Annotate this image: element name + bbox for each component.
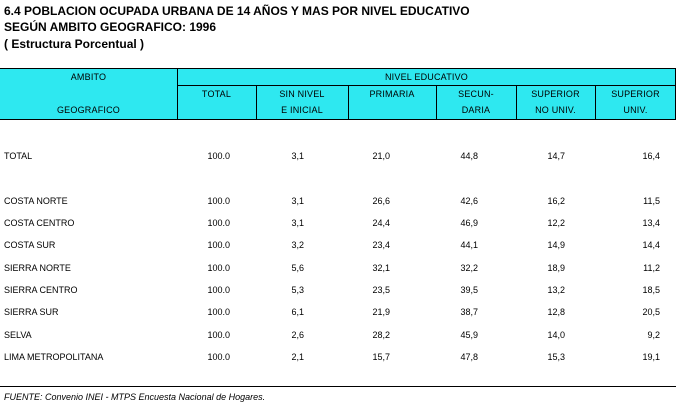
- cell-sin-nivel: 5,3: [291, 285, 304, 295]
- row-label: SIERRA SUR: [4, 307, 59, 317]
- cell-total: 100.0: [207, 330, 230, 340]
- table-note: ( Estructura Porcentual ): [4, 37, 145, 51]
- cell-primaria: 26,6: [372, 196, 390, 206]
- cell-superior-univ: 20,5: [642, 307, 660, 317]
- cell-superior-univ: 14,4: [642, 240, 660, 250]
- row-label: TOTAL: [4, 151, 33, 161]
- cell-primaria: 15,7: [372, 352, 390, 362]
- table-row: [0, 263, 676, 277]
- cell-secundaria: 46,9: [460, 218, 478, 228]
- cell-secundaria: 42,6: [460, 196, 478, 206]
- cell-superior-no-univ: 14,9: [547, 240, 565, 250]
- cell-primaria: 23,4: [372, 240, 390, 250]
- cell-total: 100.0: [207, 285, 230, 295]
- table-row: [0, 151, 676, 165]
- cell-secundaria: 39,5: [460, 285, 478, 295]
- cell-primaria: 24,4: [372, 218, 390, 228]
- header-secundaria: SECUN-: [458, 89, 494, 99]
- table-title: 6.4 POBLACION OCUPADA URBANA DE 14 AÑOS Y MAS POR NIVEL EDUCATIVO: [4, 4, 470, 18]
- cell-superior-no-univ: 12,2: [547, 218, 565, 228]
- cell-superior-univ: 19,1: [642, 352, 660, 362]
- cell-secundaria: 44,8: [460, 151, 478, 161]
- cell-sin-nivel: 3,2: [291, 240, 304, 250]
- table-row: [0, 307, 676, 321]
- cell-total: 100.0: [207, 218, 230, 228]
- table-header: [0, 68, 676, 120]
- cell-sin-nivel: 3,1: [291, 196, 304, 206]
- header-superior-no-univ: SUPERIOR: [531, 89, 580, 99]
- header-nivel-educativo: NIVEL EDUCATIVO: [384, 72, 468, 82]
- table-row: [0, 352, 676, 366]
- cell-superior-univ: 13,4: [642, 218, 660, 228]
- header-no-univ: NO UNIV.: [535, 105, 576, 115]
- row-label: SELVA: [4, 330, 32, 340]
- cell-superior-no-univ: 13,2: [547, 285, 565, 295]
- table-row: [0, 218, 676, 232]
- row-label: SIERRA NORTE: [4, 263, 71, 273]
- table-row: [0, 240, 676, 254]
- cell-primaria: 32,1: [372, 263, 390, 273]
- header-e-inicial: E INICIAL: [281, 105, 323, 115]
- row-label: LIMA METROPOLITANA: [4, 352, 104, 362]
- cell-superior-univ: 16,4: [642, 151, 660, 161]
- header-superior-univ: SUPERIOR: [611, 89, 660, 99]
- cell-primaria: 21,9: [372, 307, 390, 317]
- cell-superior-no-univ: 12,8: [547, 307, 565, 317]
- cell-superior-no-univ: 14,0: [547, 330, 565, 340]
- table-subtitle: SEGÚN AMBITO GEOGRAFICO: 1996: [4, 20, 217, 34]
- cell-superior-no-univ: 16,2: [547, 196, 565, 206]
- header-ambito: AMBITO: [70, 72, 107, 82]
- cell-primaria: 28,2: [372, 330, 390, 340]
- cell-secundaria: 44,1: [460, 240, 478, 250]
- row-label: COSTA NORTE: [4, 196, 68, 206]
- cell-superior-univ: 11,5: [643, 196, 660, 206]
- cell-primaria: 23,5: [372, 285, 390, 295]
- cell-total: 100.0: [207, 352, 230, 362]
- cell-superior-no-univ: 14,7: [547, 151, 565, 161]
- table-row: [0, 330, 676, 344]
- header-primaria: PRIMARIA: [369, 89, 415, 99]
- source-note: FUENTE: Convenio INEI - MTPS Encuesta Nacional de Hogares.: [4, 392, 266, 402]
- footer-divider: [0, 386, 676, 387]
- header-daria: DARIA: [461, 105, 491, 115]
- cell-sin-nivel: 5,6: [291, 263, 304, 273]
- cell-total: 100.0: [207, 307, 230, 317]
- cell-sin-nivel: 3,1: [291, 218, 304, 228]
- cell-superior-no-univ: 18,9: [547, 263, 565, 273]
- cell-secundaria: 47,8: [460, 352, 478, 362]
- cell-superior-univ: 11,2: [643, 263, 660, 273]
- cell-superior-univ: 18,5: [642, 285, 660, 295]
- cell-sin-nivel: 3,1: [291, 151, 304, 161]
- cell-total: 100.0: [207, 263, 230, 273]
- cell-sin-nivel: 2,6: [291, 330, 304, 340]
- cell-primaria: 21,0: [372, 151, 390, 161]
- cell-secundaria: 38,7: [460, 307, 478, 317]
- cell-superior-univ: 9,2: [647, 330, 660, 340]
- header-univ: UNIV.: [623, 105, 648, 115]
- row-label: SIERRA CENTRO: [4, 285, 78, 295]
- cell-total: 100.0: [207, 151, 230, 161]
- header-total: TOTAL: [201, 89, 232, 99]
- row-label: COSTA SUR: [4, 240, 56, 250]
- cell-superior-no-univ: 15,3: [547, 352, 565, 362]
- cell-secundaria: 32,2: [460, 263, 478, 273]
- cell-sin-nivel: 2,1: [291, 352, 304, 362]
- cell-total: 100.0: [207, 240, 230, 250]
- row-label: COSTA CENTRO: [4, 218, 75, 228]
- cell-sin-nivel: 6,1: [291, 307, 304, 317]
- cell-total: 100.0: [207, 196, 230, 206]
- table-row: [0, 196, 676, 210]
- header-geografico: GEOGRAFICO: [56, 105, 120, 115]
- header-sin-nivel: SIN NIVEL: [279, 89, 325, 99]
- cell-secundaria: 45,9: [460, 330, 478, 340]
- table-row: [0, 285, 676, 299]
